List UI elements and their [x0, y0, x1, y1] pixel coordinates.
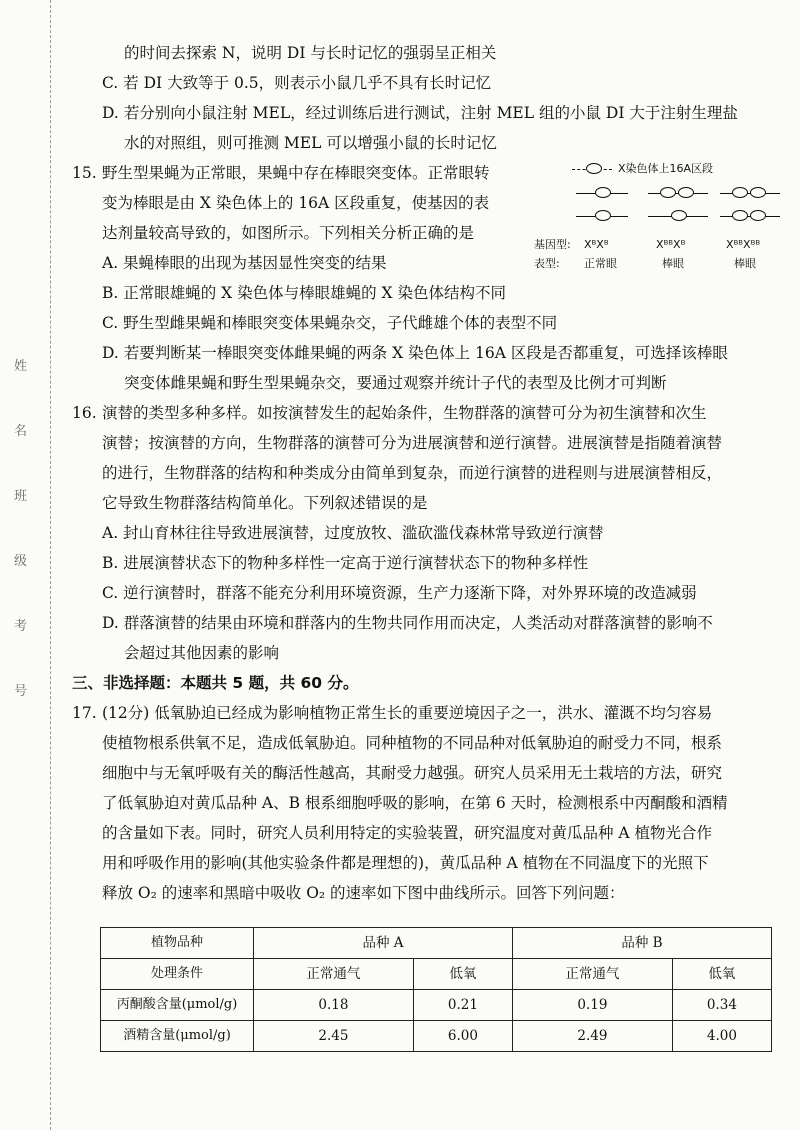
exam-page: [72, 38, 772, 908]
phenotype-label: 表型:: [534, 257, 560, 270]
chromosome-diagram: [534, 158, 785, 278]
q16-stem-line: 的进行，生物群落的结构和种类成分由简单到复杂，而逆行演替的进程则与进展演替相反，: [102, 464, 723, 482]
table-cell: 正常通气: [254, 959, 414, 990]
table-row-label: 丙酮酸含量(μmol/g): [101, 990, 254, 1021]
q16-option-d: D. 群落演替的结果由环境和群落内的生物共同作用而决定，人类活动对群落演替的影响不: [102, 614, 713, 632]
margin-mark: 号: [14, 684, 28, 699]
table-cell: 2.45: [254, 1021, 414, 1052]
table-header-cell: 品种 B: [512, 928, 771, 959]
table-cell: 4.00: [672, 1021, 771, 1052]
table-cell: 低氧: [672, 959, 771, 990]
q16-stem-line: 它导致生物群落结构简单化。下列叙述错误的是: [102, 494, 428, 512]
margin-mark: 姓: [14, 359, 28, 374]
16a-band: [750, 210, 766, 221]
table-row: [101, 990, 772, 1021]
16a-band: [671, 210, 687, 221]
question-number: 15.: [72, 164, 97, 182]
q14-option-d: D. 若分别向小鼠注射 MEL，经过训练后进行测试，注射 MEL 组的小鼠 DI 大于注射生理盐: [102, 104, 738, 122]
q14-option-d-cont: 水的对照组，则可推测 MEL 可以增强小鼠的长时记忆: [124, 134, 497, 152]
genotype-2: XᴮᴮXᴮ: [656, 238, 686, 251]
question-number: 16.: [72, 404, 97, 422]
table-row: [101, 959, 772, 990]
q15-stem-line: 达剂量较高导致的，如图所示。下列相关分析正确的是: [102, 224, 475, 242]
q17-stem-line: 了低氧胁迫对黄瓜品种 A、B 根系细胞呼吸的影响，在第 6 天时，检测根系中丙酮酸和酒精: [102, 794, 728, 812]
q16-option-b: B. 进展演替状态下的物种多样性一定高于逆行演替状态下的物种多样性: [102, 554, 589, 572]
16a-band: [732, 210, 748, 221]
q17-stem-line: 的含量如下表。同时，研究人员利用特定的实验装置，研究温度对黄瓜品种 A 植物光合作: [102, 824, 713, 842]
q17-stem-line: 使植物根系供氧不足，造成低氧胁迫。同种植物的不同品种对低氧胁迫的耐受力不同，根系: [102, 734, 723, 752]
q17-stem-line: 细胞中与无氧呼吸有关的酶活性越高，其耐受力越强。研究人员采用无土栽培的方法，研究: [102, 764, 723, 782]
table-row: [101, 928, 772, 959]
question-15: [72, 158, 772, 398]
q15-option-d: D. 若要判断某一棒眼突变体雌果蝇的两条 X 染色体上 16A 区段是否都重复，可选择该棒眼: [102, 344, 728, 362]
phenotype-3: 棒眼: [734, 257, 756, 270]
table-cell: 0.34: [672, 990, 771, 1021]
margin-mark: 级: [14, 554, 28, 569]
16a-band: [750, 187, 766, 198]
question-17: [72, 698, 772, 908]
phenotype-1: 正常眼: [584, 257, 617, 270]
table-row: [101, 1021, 772, 1052]
genotype-label: 基因型:: [534, 238, 571, 251]
table-cell: 正常通气: [512, 959, 672, 990]
table-row-label: 酒精含量(μmol/g): [101, 1021, 254, 1052]
16a-band: [660, 187, 676, 198]
margin-mark: 班: [14, 489, 28, 504]
q14-option-c: C. 若 DI 大致等于 0.5，则表示小鼠几乎不具有长时记忆: [102, 74, 492, 92]
16a-band: [678, 187, 694, 198]
phenotype-2: 棒眼: [662, 257, 684, 270]
16a-band: [595, 210, 611, 221]
q16-option-c: C. 逆行演替时，群落不能充分利用环境资源，生产力逐渐下降，对外界环境的改造减弱: [102, 584, 697, 602]
genotype-3: XᴮᴮXᴮᴮ: [726, 238, 761, 251]
table-cell: 低氧: [413, 959, 512, 990]
q15-option-b: B. 正常眼雄蝇的 X 染色体与棒眼雄蝇的 X 染色体结构不同: [102, 284, 507, 302]
table-header-cell: 处理条件: [101, 959, 254, 990]
q14-text-line: 的时间去探索 N，说明 DI 与长时记忆的强弱呈正相关: [124, 44, 497, 62]
q16-stem-line: 演替；按演替的方向，生物群落的演替可分为进展演替和逆行演替。进展演替是指随着演替: [102, 434, 723, 452]
q17-stem-line: 释放 O₂ 的速率和黑暗中吸收 O₂ 的速率如下图中曲线所示。回答下列问题：: [102, 884, 625, 902]
legend-label: X染色体上16A区段: [618, 162, 714, 175]
table-cell: 2.49: [512, 1021, 672, 1052]
margin-field-labels: [14, 355, 38, 745]
table-header-cell: 品种 A: [254, 928, 513, 959]
q16-stem-line: 演替的类型多种多样。如按演替发生的起始条件，生物群落的演替可分为初生演替和次生: [102, 404, 707, 422]
table-cell: 0.21: [413, 990, 512, 1021]
table-cell: 0.19: [512, 990, 672, 1021]
table-header-cell: 植物品种: [101, 928, 254, 959]
q14-continuation: [72, 38, 772, 158]
question-16: [72, 398, 772, 668]
q15-option-c: C. 野生型雌果蝇和棒眼突变体果蝇杂交，子代雌雄个体的表型不同: [102, 314, 558, 332]
table-cell: 6.00: [413, 1021, 512, 1052]
q15-stem-line: 变为棒眼是由 X 染色体上的 16A 区段重复，使基因的表: [102, 194, 490, 212]
q16-option-d-cont: 会超过其他因素的影响: [124, 644, 280, 662]
margin-mark: 考: [14, 619, 28, 634]
q17-stem-line: 用和呼吸作用的影响(其他实验条件都是理想的)，黄瓜品种 A 植物在不同温度下的光照下: [102, 854, 709, 872]
16a-band: [595, 187, 611, 198]
q15-option-a: A. 果蝇棒眼的出现为基因显性突变的结果: [102, 254, 387, 272]
q15-option-d-cont: 突变体雌果蝇和野生型果蝇杂交，要通过观察并统计子代的表型及比例才可判断: [124, 374, 667, 392]
16a-band: [732, 187, 748, 198]
table-cell: 0.18: [254, 990, 414, 1021]
section-heading: 三、非选择题：本题共 5 题，共 60 分。: [72, 674, 359, 692]
legend-band: [586, 163, 602, 174]
binding-line: [50, 0, 51, 1130]
question-number: 17.: [72, 704, 97, 722]
data-table: [100, 927, 772, 1052]
q15-stem-line: 野生型果蝇为正常眼，果蝇中存在棒眼突变体。正常眼转: [102, 164, 490, 182]
q17-stem-line: (12分) 低氧胁迫已经成为影响植物正常生长的重要逆境因子之一，洪水、灌溉不均匀容易: [102, 704, 713, 722]
q16-option-a: A. 封山育林往往导致进展演替，过度放牧、滥砍滥伐森林常导致逆行演替: [102, 524, 604, 542]
margin-mark: 名: [14, 424, 28, 439]
genotype-1: XᴮXᴮ: [584, 238, 609, 251]
